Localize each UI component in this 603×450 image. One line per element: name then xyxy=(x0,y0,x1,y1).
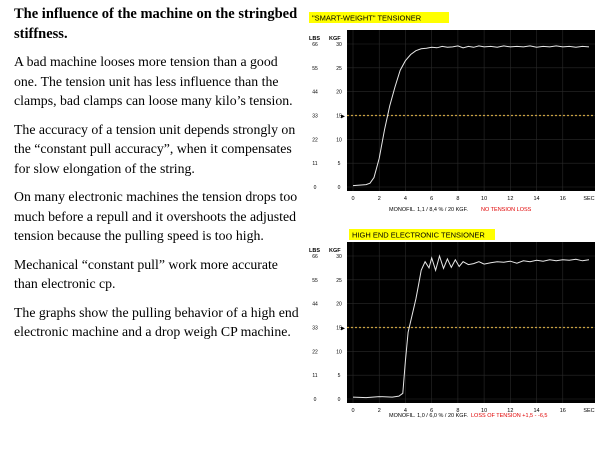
lbs-tick-label: 33 xyxy=(312,325,318,332)
lbs-tick-label: 22 xyxy=(312,137,318,144)
kgf-tick-label: 15 xyxy=(336,325,342,332)
x-tick-label: 0 xyxy=(351,196,355,202)
kgf-tick-label: 10 xyxy=(336,349,342,356)
kgf-axis-label: KGF xyxy=(329,248,341,254)
x-unit-label: SEC xyxy=(583,408,595,414)
x-tick-label: 4 xyxy=(403,408,407,414)
lbs-tick-label: 33 xyxy=(312,113,318,120)
chart-footer: MONOFIL. 1,1 / 8,4 % / 20 KGF. xyxy=(389,207,468,213)
kgf-axis-label: KGF xyxy=(329,36,341,42)
x-tick-label: 8 xyxy=(456,196,460,202)
kgf-tick-label: 25 xyxy=(336,65,342,72)
lbs-axis-label: LBS xyxy=(309,36,320,42)
x-tick-label: 0 xyxy=(351,408,355,414)
kgf-tick-label: 0 xyxy=(337,397,341,403)
chart-svg xyxy=(305,10,597,220)
x-tick-label: 10 xyxy=(481,408,488,414)
lbs-tick-label: 0 xyxy=(313,397,317,403)
article-text xyxy=(14,4,304,351)
x-tick-label: 10 xyxy=(481,196,488,202)
lbs-tick-label: 11 xyxy=(312,373,318,380)
lbs-tick-label: 22 xyxy=(312,349,318,356)
chart-note: LOSS OF TENSION +1,5 - -6,5 xyxy=(471,413,548,419)
paragraph-5: The graphs show the pulling behavior of a high end electronic machine and a drop weigh CP machine. xyxy=(14,304,299,339)
plot-area xyxy=(347,242,595,403)
lbs-tick-label: 44 xyxy=(312,89,318,96)
x-tick-label: 16 xyxy=(559,196,566,202)
lbs-tick-label: 66 xyxy=(312,254,318,260)
paragraph-2: The accuracy of a tension unit depends strongly on the “constant pull accuracy”, when it compensates for slow elongation of the string. xyxy=(14,121,296,176)
kgf-tick-label: 0 xyxy=(337,185,341,191)
kgf-tick-label: 10 xyxy=(336,137,342,144)
lbs-tick-label: 66 xyxy=(312,42,318,48)
x-tick-label: 14 xyxy=(533,408,540,414)
target-marker: ▸ xyxy=(341,111,346,121)
paragraph-4: Mechanical “constant pull” work more accurate than electronic cp. xyxy=(14,256,278,291)
lbs-axis-label: LBS xyxy=(309,248,320,254)
chart-title: HIGH END ELECTRONIC TENSIONER xyxy=(352,230,485,240)
paragraph-3: On many electronic machines the tension drops too much before a repull and it overshoots the adjusted tension because the pulling speed is too high. xyxy=(14,189,298,243)
lbs-tick-label: 55 xyxy=(312,277,318,284)
kgf-tick-label: 30 xyxy=(336,42,342,48)
article-title: The influence of the machine on the stringbed stiffness. xyxy=(14,6,298,42)
kgf-tick-label: 20 xyxy=(336,89,342,96)
x-tick-label: 8 xyxy=(456,408,460,414)
chart-title: "SMART-WEIGHT" TENSIONER xyxy=(312,13,422,23)
target-marker: ▸ xyxy=(341,323,346,333)
kgf-tick-label: 5 xyxy=(337,161,341,168)
kgf-tick-label: 20 xyxy=(336,301,342,308)
x-tick-label: 2 xyxy=(377,196,381,202)
x-tick-label: 4 xyxy=(403,196,407,202)
lbs-tick-label: 11 xyxy=(312,161,318,168)
kgf-tick-label: 30 xyxy=(336,254,342,260)
kgf-tick-label: 5 xyxy=(337,373,341,380)
plot-area xyxy=(347,30,595,191)
electronic-tension-graph xyxy=(305,228,597,425)
lbs-tick-label: 0 xyxy=(313,185,317,191)
lbs-tick-label: 55 xyxy=(312,65,318,72)
smart-weight-tension-graph xyxy=(305,10,597,220)
kgf-tick-label: 15 xyxy=(336,113,342,120)
x-tick-label: 12 xyxy=(507,196,514,202)
x-unit-label: SEC xyxy=(583,196,595,202)
lbs-tick-label: 44 xyxy=(312,301,318,308)
paragraph-1: A bad machine looses more tension than a good one. The tension unit has less influence than the clamps, bad clamps can loose many kilo’s tension. xyxy=(14,54,293,108)
x-tick-label: 12 xyxy=(507,408,514,414)
x-tick-label: 6 xyxy=(430,408,434,414)
kgf-tick-label: 25 xyxy=(336,277,342,284)
x-tick-label: 6 xyxy=(430,196,434,202)
chart-note: NO TENSION LOSS xyxy=(481,207,532,213)
x-tick-label: 2 xyxy=(377,408,381,414)
chart-footer: MONOFIL. 1,0 / 6,0 % / 20 KGF. xyxy=(389,413,468,419)
x-tick-label: 14 xyxy=(533,196,540,202)
x-tick-label: 16 xyxy=(559,408,566,414)
chart-svg xyxy=(305,228,597,425)
